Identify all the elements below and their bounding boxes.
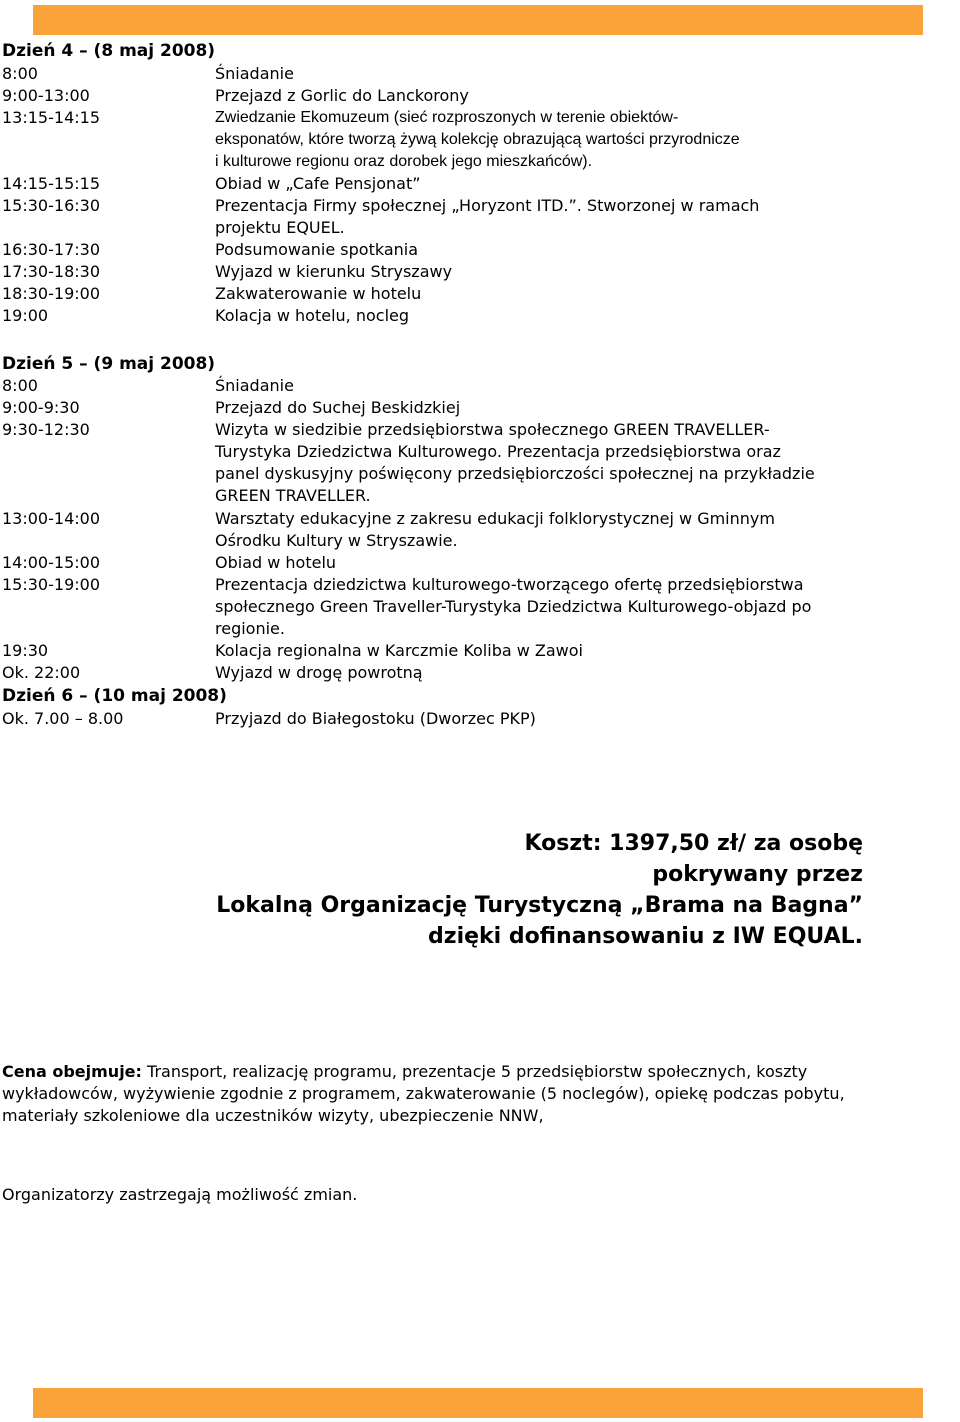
schedule-time: 16:30-17:30: [2, 240, 100, 259]
cost-block: [216, 828, 863, 952]
schedule-time: 13:15-14:15: [2, 108, 100, 127]
schedule-desc: Warsztaty edukacyjne z zakresu edukacji folklorystycznej w Gminnym Ośrodku Kultury w Stryszawie.: [215, 509, 775, 550]
footer-accent-bar: [33, 1388, 923, 1418]
schedule-desc: Zwiedzanie Ekomuzeum (sieć rozproszonych w terenie obiektów- eksponatów, które tworzą żywą kolekcję obrazującą wartości przyrodnicze i kulturowe regionu oraz dorobek jego mieszkańców).: [215, 109, 740, 170]
cost-line: pokrywany przez: [652, 862, 863, 887]
schedule-desc: Prezentacja dziedzictwa kulturowego-tworzącego ofertę przedsiębiorstwa społecznego Green Traveller-Turystyka Dziedzictwa Kulturowego-objazd po regionie.: [215, 575, 812, 638]
price-includes-text: Transport, realizację programu, prezentacje 5 przedsiębiorstw społecznych, koszty wykładowców, wyżywienie zgodnie z programem, zakwaterowanie (5 noclegów), opiekę podczas pobytu, materiały szkoleniowe dla uczestników wizyty, ubezpieczenie NNW,: [2, 1062, 845, 1125]
schedule-time: 14:00-15:00: [2, 553, 100, 572]
schedule-desc: Śniadanie: [215, 376, 294, 395]
schedule-desc: Obiad w hotelu: [215, 553, 337, 572]
schedule-desc: Prezentacja Firmy społecznej „Horyzont ITD.”. Stworzonej w ramach projektu EQUEL.: [215, 196, 760, 237]
schedule-time: 17:30-18:30: [2, 262, 100, 281]
day4-heading: Dzień 4 – (8 maj 2008): [2, 41, 216, 61]
schedule-desc: Obiad w „Cafe Pensjonat”: [215, 174, 421, 193]
schedule-time: 19:30: [2, 641, 49, 660]
schedule-time: 13:00-14:00: [2, 509, 100, 528]
schedule-time: Ok. 22:00: [2, 663, 81, 682]
schedule-time: 8:00: [2, 64, 38, 83]
organizer-note: Organizatorzy zastrzegają możliwość zmian.: [2, 1185, 358, 1204]
schedule-desc: Przejazd do Suchej Beskidzkiej: [215, 398, 461, 417]
schedule-time: 19:00: [2, 306, 49, 325]
cost-line: Lokalną Organizację Turystyczną „Brama na Bagna”: [216, 893, 863, 918]
schedule-desc: Wyjazd w kierunku Stryszawy: [215, 262, 453, 281]
schedule-time: 14:15-15:15: [2, 174, 100, 193]
schedule-time: 8:00: [2, 376, 38, 395]
schedule-desc: Kolacja regionalna w Karczmie Koliba w Zawoi: [215, 641, 583, 660]
schedule-time: 15:30-16:30: [2, 196, 100, 215]
schedule-desc: Śniadanie: [215, 64, 294, 83]
schedule-time: Ok. 7.00 – 8.00: [2, 709, 124, 728]
day6-heading: Dzień 6 – (10 maj 2008): [2, 686, 227, 706]
cost-line: dzięki dofinansowaniu z IW EQUAL.: [428, 924, 863, 949]
schedule-desc: Kolacja w hotelu, nocleg: [215, 306, 410, 325]
schedule-time: 9:00-13:00: [2, 86, 90, 105]
schedule-desc: Przejazd z Gorlic do Lanckorony: [215, 86, 469, 105]
schedule-time: 15:30-19:00: [2, 575, 100, 594]
header-accent-bar: [33, 5, 923, 35]
schedule-desc: Zakwaterowanie w hotelu: [215, 284, 422, 303]
cost-line: Koszt: 1397,50 zł/ za osobę: [524, 831, 863, 856]
schedule-time: 9:30-12:30: [2, 420, 90, 439]
day5-heading: Dzień 5 – (9 maj 2008): [2, 354, 216, 374]
price-includes: [2, 1061, 882, 1127]
schedule-time: 18:30-19:00: [2, 284, 100, 303]
price-includes-label: Cena obejmuje:: [2, 1062, 142, 1081]
schedule-desc: Wyjazd w drogę powrotną: [215, 663, 423, 682]
schedule-desc: Wizyta w siedzibie przedsiębiorstwa społecznego GREEN TRAVELLER- Turystyka Dziedzictwa Kulturowego. Prezentacja przedsiębiorstwa oraz panel dyskusyjny poświęcony przedsiębiorczości społecznej na przykładzie GREEN TRAVELLER.: [215, 420, 815, 505]
schedule-time: 9:00-9:30: [2, 398, 80, 417]
schedule-desc: Podsumowanie spotkania: [215, 240, 419, 259]
schedule-desc: Przyjazd do Białegostoku (Dworzec PKP): [215, 709, 536, 728]
